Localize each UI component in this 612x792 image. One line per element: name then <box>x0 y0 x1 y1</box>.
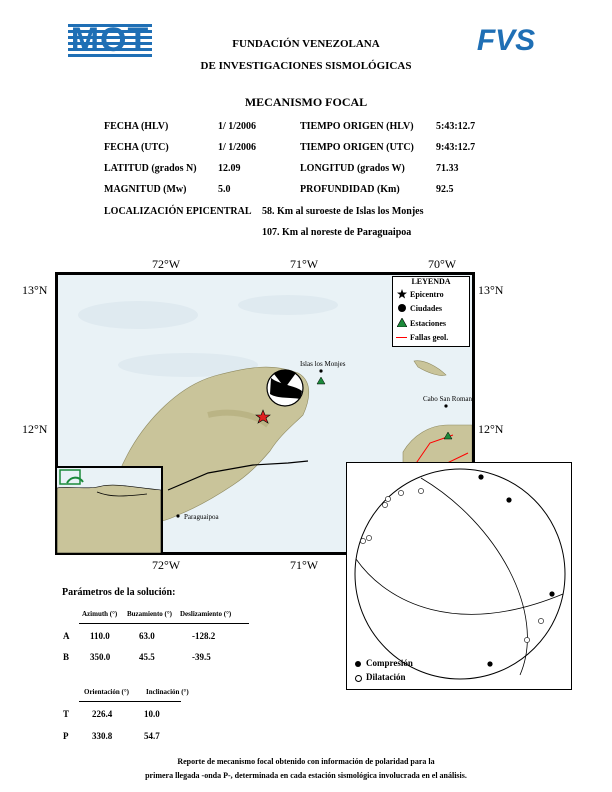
axis-t-inclinacion: 10.0 <box>144 709 160 719</box>
plane-b-buzamiento: 45.5 <box>139 652 155 662</box>
footer-line-2: primera llegada -onda P-, determinada en cada estación sismológica involucrada en el análisis. <box>145 771 467 780</box>
legend-epicentro: Epicentro <box>410 290 444 299</box>
plane-a-buzamiento: 63.0 <box>139 631 155 641</box>
plane-a-deslizamiento: -128.2 <box>192 631 216 641</box>
plane-b-label: B <box>63 652 70 662</box>
org-title-1: FUNDACIÓN VENEZOLANA <box>232 38 380 50</box>
lon-tick-72-bottom: 72°W <box>152 558 181 572</box>
city-label-cabo: Cabo San Roman <box>423 395 472 403</box>
axis-p-orientacion: 330.8 <box>92 731 113 741</box>
org-title-2: DE INVESTIGACIONES SISMOLÓGICAS <box>200 60 412 72</box>
city-label-paraguaipoa: Paraguaipoa <box>184 513 219 521</box>
fecha-utc-value: 1/ 1/2006 <box>218 142 257 153</box>
fecha-utc-label: FECHA (UTC) <box>104 142 169 153</box>
fecha-hlv-label: FECHA (HLV) <box>104 121 169 132</box>
params-title: Parámetros de la solución: <box>62 587 176 598</box>
header-azimuth: Azimuth (°) <box>82 610 118 618</box>
city-dot-icon <box>398 304 406 312</box>
lat-tick-12-left: 12°N <box>22 422 48 436</box>
params-divider-1 <box>79 623 249 624</box>
legend-fallas: Fallas geol. <box>410 333 449 342</box>
star-icon <box>397 289 407 301</box>
fault-line-icon <box>396 337 407 338</box>
axis-p-label: P <box>63 731 69 741</box>
plane-a-label: A <box>63 631 70 641</box>
lon-tick-71-bottom: 71°W <box>290 558 319 572</box>
fvs-logo-text: FVS <box>476 24 536 57</box>
mot-logo-text: MOT <box>70 21 150 59</box>
focal-stereonet <box>346 462 572 690</box>
lat-tick-13-left: 13°N <box>22 283 48 297</box>
plane-b-deslizamiento: -39.5 <box>192 652 211 662</box>
plane-a-azimuth: 110.0 <box>90 631 110 641</box>
tiempo-hlv-label: TIEMPO ORIGEN (HLV) <box>300 121 414 132</box>
longitud-label: LONGITUD (grados W) <box>300 163 405 174</box>
localizacion-2: 107. Km al noreste de Paraguaipoa <box>262 227 412 238</box>
axis-t-label: T <box>63 709 70 719</box>
magnitud-value: 5.0 <box>218 184 231 195</box>
header-orientacion: Orientación (°) <box>84 688 129 696</box>
city-label-monjes: Islas los Monjes <box>300 360 346 368</box>
header-buzamiento: Buzamiento (°) <box>127 610 172 618</box>
legend-dilatacion: Dilatación <box>366 672 406 682</box>
tiempo-utc-value: 9:43:12.7 <box>436 142 476 153</box>
legend-compresion: Compresión <box>366 658 413 668</box>
footer-line-1: Reporte de mecanismo focal obtenido con información de polaridad para la <box>177 757 435 766</box>
lat-tick-12-right: 12°N <box>478 422 504 436</box>
tiempo-hlv-value: 5:43:12.7 <box>436 121 476 132</box>
magnitud-label: MAGNITUD (Mw) <box>104 184 187 195</box>
header-inclinacion: Inclinación (°) <box>146 688 189 696</box>
tiempo-utc-label: TIEMPO ORIGEN (UTC) <box>300 142 414 153</box>
page-title: MECANISMO FOCAL <box>244 95 368 109</box>
latitud-value: 12.09 <box>218 163 241 174</box>
longitud-value: 71.33 <box>436 163 459 174</box>
legend-ciudades: Ciudades <box>410 304 443 313</box>
inset-map <box>55 466 163 555</box>
axis-p-inclinacion: 54.7 <box>144 731 160 741</box>
lon-tick-72-top: 72°W <box>152 257 181 271</box>
lon-tick-70-top: 70°W <box>428 257 457 271</box>
legend-title: LEYENDA <box>411 277 451 286</box>
lat-tick-13-right: 13°N <box>478 283 504 297</box>
params-divider-2 <box>79 701 181 702</box>
profundidad-value: 92.5 <box>436 184 454 195</box>
localizacion-label: LOCALIZACIÓN EPICENTRAL <box>104 206 252 217</box>
localizacion-1: 58. Km al suroeste de Islas los Monjes <box>262 206 424 217</box>
compression-dot-icon <box>355 661 361 667</box>
lon-tick-71-top: 71°W <box>290 257 319 271</box>
dilatation-dot-icon <box>355 675 362 682</box>
plane-b-azimuth: 350.0 <box>90 652 111 662</box>
fecha-hlv-value: 1/ 1/2006 <box>218 121 257 132</box>
axis-t-orientacion: 226.4 <box>92 709 113 719</box>
map-legend <box>392 276 470 347</box>
header-deslizamiento: Deslizamiento (°) <box>180 610 232 618</box>
station-triangle-icon <box>397 318 407 329</box>
profundidad-label: PROFUNDIDAD (Km) <box>300 184 400 195</box>
legend-estaciones: Estaciones <box>410 319 446 328</box>
latitud-label: LATITUD (grados N) <box>104 163 197 174</box>
